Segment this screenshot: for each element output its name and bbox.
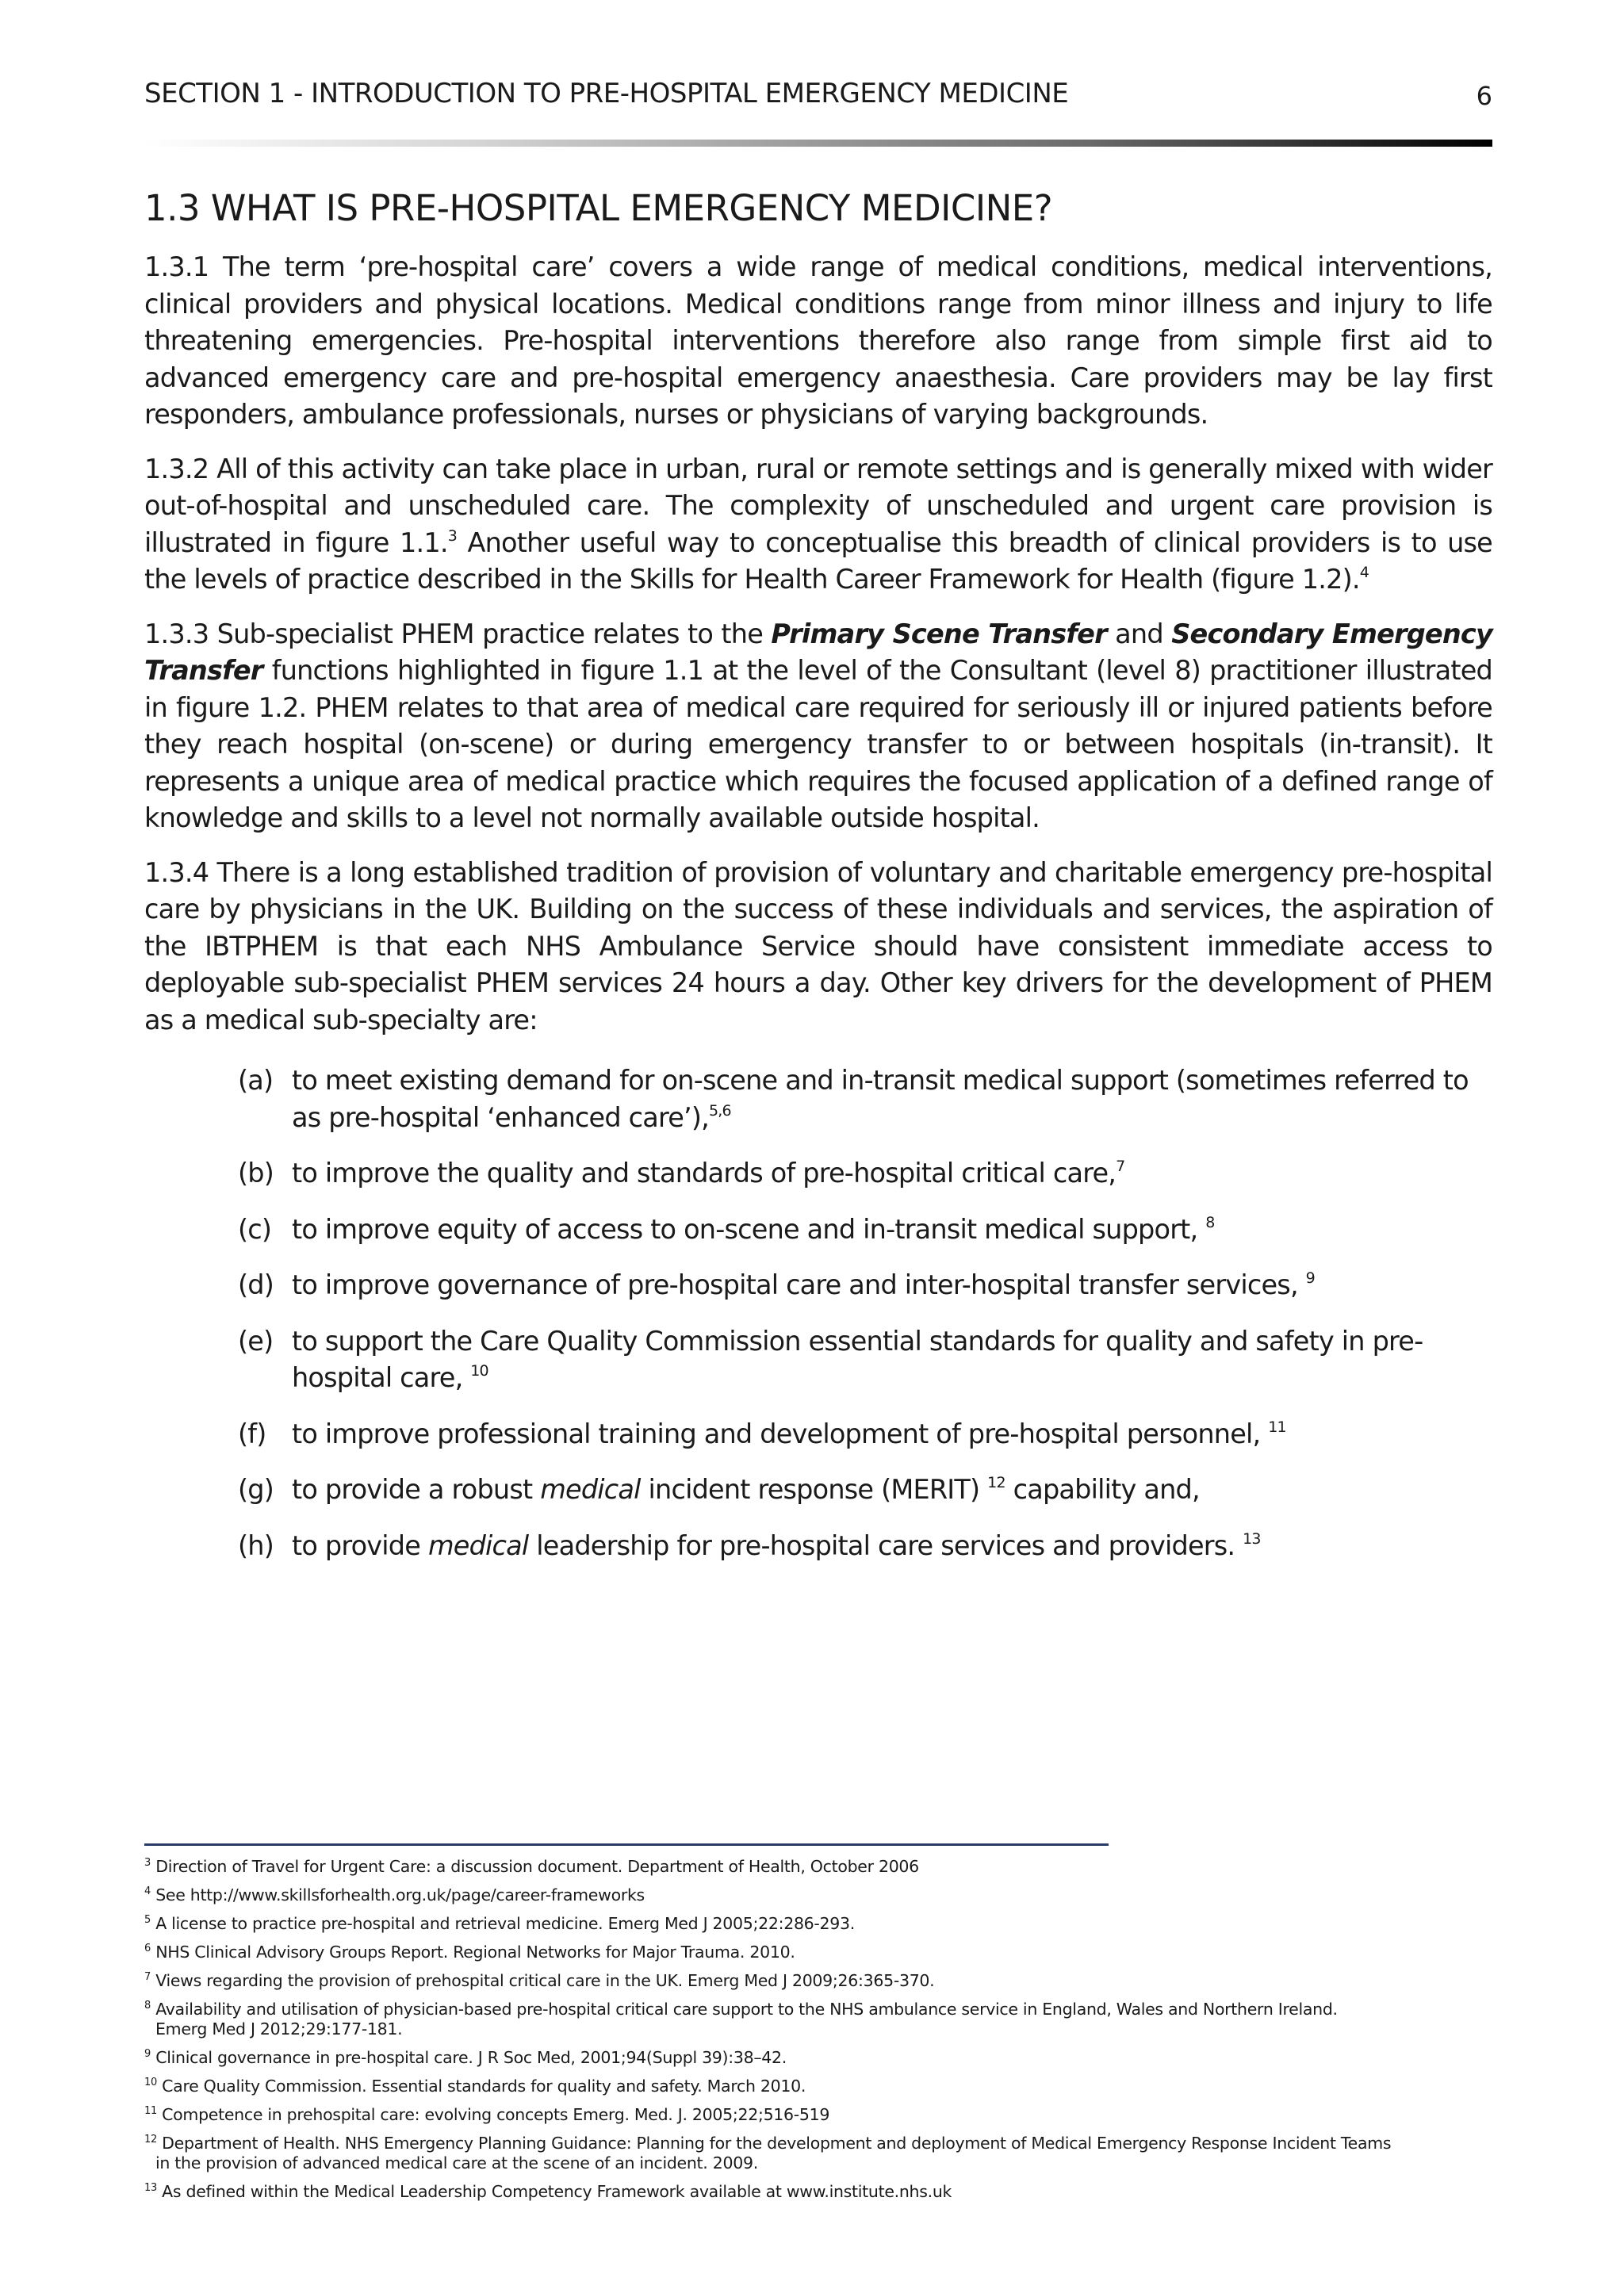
emphasis-primary-scene-transfer: Primary Scene Transfer: [771, 618, 1107, 649]
list-marker: (f): [238, 1418, 266, 1449]
list-item-text: to support the Care Quality Commission essential standards for quality and safety in pre-hospital care, $^{10}$: [292, 1325, 1423, 1393]
list-item-text: to provide a robust medical incident response (MERIT) $^{12}$ capability and,: [292, 1474, 1200, 1505]
list-item: [238, 1155, 1492, 1192]
footnote-divider: [144, 1843, 1109, 1846]
header-divider: [144, 140, 1492, 147]
page-title: 1.3 WHAT IS PRE-HOSPITAL EMERGENCY MEDICINE?: [144, 187, 1053, 229]
running-header: [144, 78, 1492, 125]
drivers-list: [238, 1062, 1492, 1583]
paragraph-1-3-3: 1.3.3 Sub-specialist PHEM practice relates to the Primary Scene Transfer and Secondary Emergency Transfer functions highlighted in figure 1.1 at the level of the Consultant (level 8) practitioner illustrated in figure 1.2. PHEM relates to that area of medical care required for seriously ill or injured patients before they reach hospital (on-scene) or during emergency transfer to or between hospitals (in-transit). It represents a unique area of medical practice which requires the focused application of a defined range of knowledge and skills to a level not normally available outside hospital.: [144, 618, 1492, 833]
footnote: $^9$ Clinical governance in pre-hospital care. J R Soc Med, 2001;94(Suppl 39):38–42.: [144, 2048, 787, 2067]
footnote: $^{13}$ As defined within the Medical Leadership Competency Framework available at www.institute.nhs.uk: [144, 2182, 952, 2201]
list-marker: (b): [238, 1158, 274, 1189]
list-item: [238, 1528, 1492, 1565]
list-item: [238, 1062, 1492, 1136]
footnote-ref: 3: [447, 526, 458, 545]
footnote: $^5$ A license to practice pre-hospital and retrieval medicine. Emerg Med J 2005;22:286-293.: [144, 1914, 855, 1933]
paragraph-1-3-4: 1.3.4 There is a long established tradition of provision of voluntary and charitable emergency pre-hospital care by physicians in the UK. Building on the success of these individuals and services, the aspiration of the IBTPHEM is that each NHS Ambulance Service should have consistent immediate access to deployable sub-specialist PHEM services 24 hours a day. Other key drivers for the development of PHEM as a medical sub-specialty are:: [144, 856, 1492, 1035]
section-label: SECTION 1 - INTRODUCTION TO PRE-HOSPITAL EMERGENCY MEDICINE: [144, 78, 1069, 109]
page-number: 6: [1476, 81, 1492, 111]
list-marker: (c): [238, 1213, 272, 1245]
paragraph-1-3-1: 1.3.1 The term ‘pre-hospital care’ covers a wide range of medical conditions, medical interventions, clinical providers and physical locations. Medical conditions range from minor illness and injury to life threatening emergencies. Pre-hospital interventions therefore also range from simple first aid to advanced emergency care and pre-hospital emergency anaesthesia. Care providers may be lay first responders, ambulance professionals, nurses or physicians of varying backgrounds.: [144, 251, 1492, 430]
list-marker: (g): [238, 1474, 274, 1505]
list-item-text: to improve equity of access to on-scene and in-transit medical support, $^8$: [292, 1213, 1215, 1245]
footnote: $^3$ Direction of Travel for Urgent Care: a discussion document. Department of Health, October 2006: [144, 1857, 919, 1876]
list-marker: (h): [238, 1529, 274, 1561]
list-item-text: to provide medical leadership for pre-hospital care services and providers. $^{13}$: [292, 1529, 1261, 1561]
list-marker: (e): [238, 1325, 274, 1357]
list-item: [238, 1267, 1492, 1304]
body-text: [144, 249, 1492, 1056]
footnote: $^4$ See http://www.skillsforhealth.org.uk/page/career-frameworks: [144, 1885, 645, 1904]
list-marker: (d): [238, 1269, 274, 1300]
list-item-text: to improve the quality and standards of pre-hospital critical care,$^7$: [292, 1158, 1125, 1189]
footnote: $^6$ NHS Clinical Advisory Groups Report. Regional Networks for Major Trauma. 2010.: [144, 1943, 795, 1962]
list-marker: (a): [238, 1065, 274, 1096]
list-item: [238, 1212, 1492, 1249]
emphasis-secondary-emergency-transfer: Secondary Emergency Transfer: [144, 618, 1492, 686]
list-item-text: to improve professional training and development of pre-hospital personnel, $^{11}$: [292, 1418, 1286, 1449]
footnote: $^{10}$ Care Quality Commission. Essential standards for quality and safety. March 2010.: [144, 2077, 806, 2096]
list-item: [238, 1323, 1492, 1397]
list-item-text: to improve governance of pre-hospital care and inter-hospital transfer services, $^9$: [292, 1269, 1315, 1300]
footnote: $^7$ Views regarding the provision of prehospital critical care in the UK. Emerg Med J 2009;26:365-370.: [144, 1971, 935, 1990]
footnote: $^8$ Availability and utilisation of physician-based pre-hospital critical care support to the NHS ambulance service in England, Wales and Northern Ireland. Emerg Med J 2012;29:177-181.: [144, 2000, 1338, 2038]
list-item: [238, 1416, 1492, 1453]
footnote: $^{12}$ Department of Health. NHS Emergency Planning Guidance: Planning for the development and deployment of Medical Emergency Response Incident Teams in the provision of advanced medical care at the scene of an incident. 2009.: [144, 2134, 1392, 2172]
list-item-text: to meet existing demand for on-scene and in-transit medical support (sometimes referred to as pre-hospital ‘enhanced care’),$^{5,6}$: [292, 1065, 1469, 1133]
footnote: $^{11}$ Competence in prehospital care: evolving concepts Emerg. Med. J. 2005;22;516-519: [144, 2105, 830, 2124]
list-item: [238, 1472, 1492, 1509]
paragraph-1-3-2: 1.3.2 All of this activity can take place in urban, rural or remote settings and is generally mixed with wider out-of-hospital and unscheduled care. The complexity of unscheduled and urgent care provision is illustrated in figure 1.1.$^3$ Another useful way to conceptualise this breadth of clinical providers is to use the levels of practice described in the Skills for Health Career Framework for Health (figure 1.2).$^4$: [144, 453, 1492, 595]
footnote-ref: 4: [1359, 564, 1369, 581]
footnotes: [144, 1857, 1492, 2211]
